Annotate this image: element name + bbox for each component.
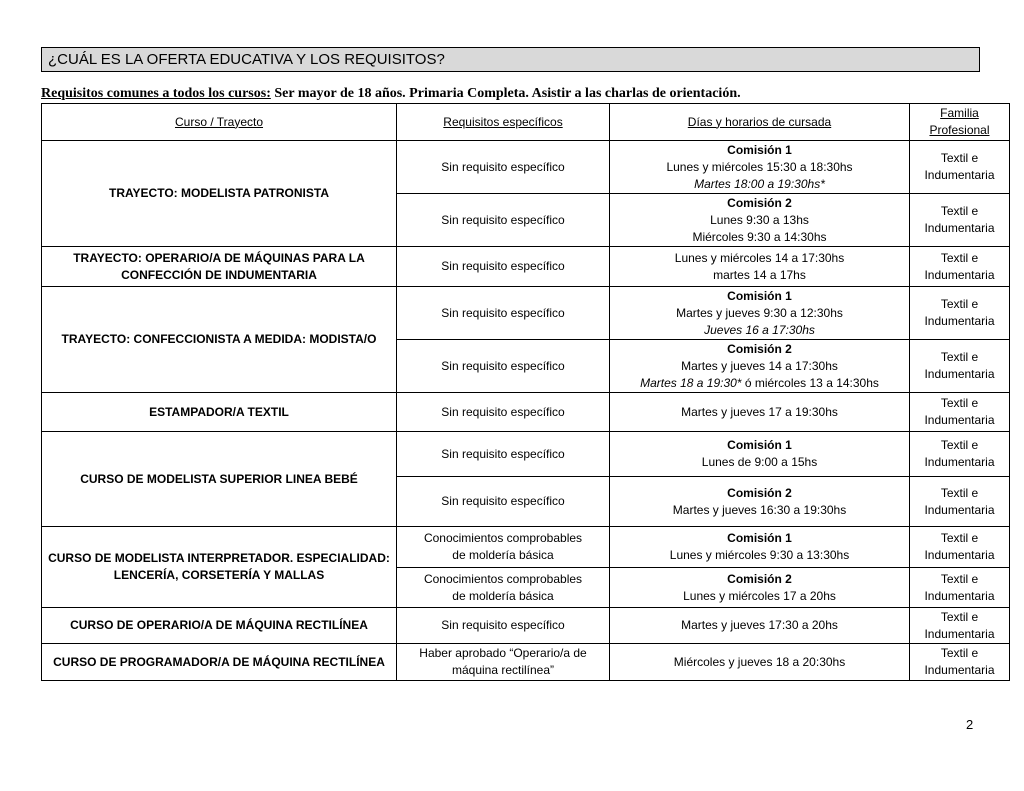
- course-requirement: Sin requisito específico: [397, 247, 610, 287]
- course-schedule: [610, 432, 910, 477]
- course-schedule: [610, 568, 910, 608]
- requirement-line1: Haber aprobado “Operario/a de: [419, 646, 587, 660]
- course-family: [910, 527, 1010, 568]
- course-name: CURSO DE MODELISTA SUPERIOR LINEA BEBÉ: [42, 432, 397, 527]
- course-family: [910, 608, 1010, 644]
- table-row: [42, 527, 1010, 568]
- course-name: ESTAMPADOR/A TEXTIL: [42, 393, 397, 432]
- family-line1: Textil e: [940, 204, 979, 218]
- course-name-line1: CURSO DE MODELISTA INTERPRETADOR. ESPECIALIDAD:: [48, 551, 390, 565]
- course-requirement: [397, 644, 610, 681]
- family-line2: Indumentaria: [924, 168, 995, 182]
- course-name: CURSO DE PROGRAMADOR/A DE MÁQUINA RECTILÍNEA: [42, 644, 397, 681]
- schedule-line: Lunes y miércoles 17 a 20hs: [683, 588, 836, 603]
- schedule-line-tail: ó miércoles 13 a 14:30hs: [741, 375, 879, 390]
- course-family: [910, 393, 1010, 432]
- family-line1: Textil e: [940, 485, 979, 500]
- table-row: [42, 432, 1010, 477]
- family-line2: Indumentaria: [924, 221, 995, 235]
- schedule-line-italic: Martes 18:00 a 19:30hs*: [694, 176, 825, 191]
- family-line2: Indumentaria: [924, 455, 995, 469]
- family-line2: Indumentaria: [924, 367, 995, 381]
- course-schedule: [610, 644, 910, 681]
- course-name: TRAYECTO: MODELISTA PATRONISTA: [42, 141, 397, 247]
- requirement-line2: máquina rectilínea”: [451, 663, 555, 677]
- course-family: [910, 194, 1010, 247]
- family-line1: Textil e: [940, 438, 979, 452]
- course-name: CURSO DE OPERARIO/A DE MÁQUINA RECTILÍNEA: [42, 608, 397, 644]
- requirement-line1: Conocimientos comprobables: [423, 571, 583, 586]
- schedule-line: Martes y jueves 14 a 17:30hs: [681, 358, 838, 373]
- schedule-line: Miércoles 9:30 a 14:30hs: [692, 229, 827, 244]
- course-family: [910, 287, 1010, 340]
- header-family-line2: Profesional: [929, 123, 990, 137]
- header-family-line1: Familia: [940, 106, 979, 120]
- family-line1: Textil e: [940, 250, 979, 265]
- family-line2: Indumentaria: [924, 267, 995, 282]
- course-name-line2: CONFECCIÓN DE INDUMENTARIA: [121, 267, 317, 282]
- commission-title: Comisión 1: [727, 142, 792, 157]
- family-line2: Indumentaria: [924, 314, 995, 328]
- course-schedule: [610, 527, 910, 568]
- course-schedule: [610, 194, 910, 247]
- schedule-line: martes 14 a 17hs: [713, 267, 806, 282]
- courses-table: [41, 103, 1010, 681]
- page-number: 2: [966, 717, 974, 732]
- course-name-line1: TRAYECTO: OPERARIO/A DE MÁQUINAS PARA LA: [73, 250, 365, 265]
- commission-title: Comisión 2: [727, 571, 792, 586]
- course-schedule: [610, 287, 910, 340]
- course-family: [910, 432, 1010, 477]
- course-family: [910, 568, 1010, 608]
- schedule-line-italic: Jueves 16 a 17:30hs: [704, 322, 815, 337]
- common-requirements-label: Requisitos comunes a todos los cursos:: [41, 86, 271, 101]
- family-line1: Textil e: [940, 396, 979, 410]
- course-schedule: [610, 340, 910, 393]
- course-family: [910, 141, 1010, 194]
- family-line1: Textil e: [940, 609, 979, 624]
- course-name: TRAYECTO: CONFECCIONISTA A MEDIDA: MODISTA/O: [42, 287, 397, 393]
- family-line2: Indumentaria: [924, 502, 995, 517]
- course-requirement: Sin requisito específico: [397, 608, 610, 644]
- table-header-row: [42, 104, 1010, 141]
- course-schedule: [610, 608, 910, 644]
- requirement-line2: de moldería básica: [452, 588, 554, 603]
- schedule-line: Martes y jueves 17 a 19:30hs: [681, 404, 838, 419]
- family-line1: Textil e: [940, 531, 979, 545]
- course-requirement: Sin requisito específico: [397, 432, 610, 477]
- schedule-line-italic: Martes 18 a 19:30*: [640, 375, 742, 390]
- table-row: [42, 141, 1010, 194]
- header-family: [910, 104, 1010, 141]
- family-line2: Indumentaria: [924, 548, 995, 562]
- schedule-line: Martes y jueves 17:30 a 20hs: [681, 618, 838, 632]
- header-course: Curso / Trayecto: [42, 104, 397, 141]
- requirement-line1: Conocimientos comprobables: [423, 531, 583, 545]
- schedule-line: Lunes y miércoles 15:30 a 18:30hs: [666, 159, 853, 174]
- course-schedule: [610, 477, 910, 527]
- header-requirements: Requisitos específicos: [397, 104, 610, 141]
- table-row: [42, 644, 1010, 681]
- schedule-line: Lunes 9:30 a 13hs: [710, 212, 809, 227]
- schedule-line: Martes y jueves 9:30 a 12:30hs: [676, 305, 843, 320]
- header-schedule: Días y horarios de cursada: [610, 104, 910, 141]
- table-row: [42, 393, 1010, 432]
- family-line1: Textil e: [940, 151, 979, 165]
- course-schedule: [610, 141, 910, 194]
- family-line2: Indumentaria: [924, 413, 995, 427]
- schedule-line: Lunes y miércoles 9:30 a 13:30hs: [669, 548, 850, 562]
- course-requirement: Sin requisito específico: [397, 141, 610, 194]
- course-requirement: Sin requisito específico: [397, 194, 610, 247]
- course-requirement: Sin requisito específico: [397, 477, 610, 527]
- family-line2: Indumentaria: [924, 663, 995, 677]
- course-requirement: Sin requisito específico: [397, 340, 610, 393]
- requirement-line2: de moldería básica: [452, 548, 554, 562]
- course-family: [910, 477, 1010, 527]
- table-row: [42, 247, 1010, 287]
- course-name: [42, 247, 397, 287]
- course-family: [910, 247, 1010, 287]
- common-requirements: [41, 85, 1001, 103]
- course-name: [42, 527, 397, 608]
- common-requirements-text: Ser mayor de 18 años. Primaria Completa. Asistir a las charlas de orientación.: [270, 86, 741, 101]
- course-family: [910, 644, 1010, 681]
- schedule-line: Martes y jueves 16:30 a 19:30hs: [672, 502, 847, 517]
- course-requirement: [397, 527, 610, 568]
- course-requirement: [397, 568, 610, 608]
- family-line1: Textil e: [940, 297, 979, 311]
- commission-title: Comisión 1: [727, 531, 792, 545]
- course-requirement: Sin requisito específico: [397, 287, 610, 340]
- schedule-line: Lunes de 9:00 a 15hs: [701, 455, 818, 469]
- commission-title: Comisión 2: [727, 341, 792, 356]
- course-requirement: Sin requisito específico: [397, 393, 610, 432]
- commission-title: Comisión 2: [727, 485, 792, 500]
- table-row: [42, 287, 1010, 340]
- section-title: ¿CUÁL ES LA OFERTA EDUCATIVA Y LOS REQUISITOS?: [41, 47, 980, 72]
- course-schedule: [610, 247, 910, 287]
- course-schedule: [610, 393, 910, 432]
- family-line1: Textil e: [940, 646, 979, 660]
- family-line1: Textil e: [940, 350, 979, 364]
- schedule-line: Miércoles y jueves 18 a 20:30hs: [673, 654, 846, 669]
- commission-title: Comisión 1: [727, 288, 792, 303]
- table-row: [42, 608, 1010, 644]
- commission-title: Comisión 2: [727, 195, 792, 210]
- family-line1: Textil e: [940, 571, 979, 586]
- course-name-line2: LENCERÍA, CORSETERÍA Y MALLAS: [113, 568, 325, 582]
- family-line2: Indumentaria: [924, 626, 995, 641]
- commission-title: Comisión 1: [727, 438, 792, 452]
- schedule-line: Lunes y miércoles 14 a 17:30hs: [674, 250, 845, 265]
- course-family: [910, 340, 1010, 393]
- family-line2: Indumentaria: [924, 588, 995, 603]
